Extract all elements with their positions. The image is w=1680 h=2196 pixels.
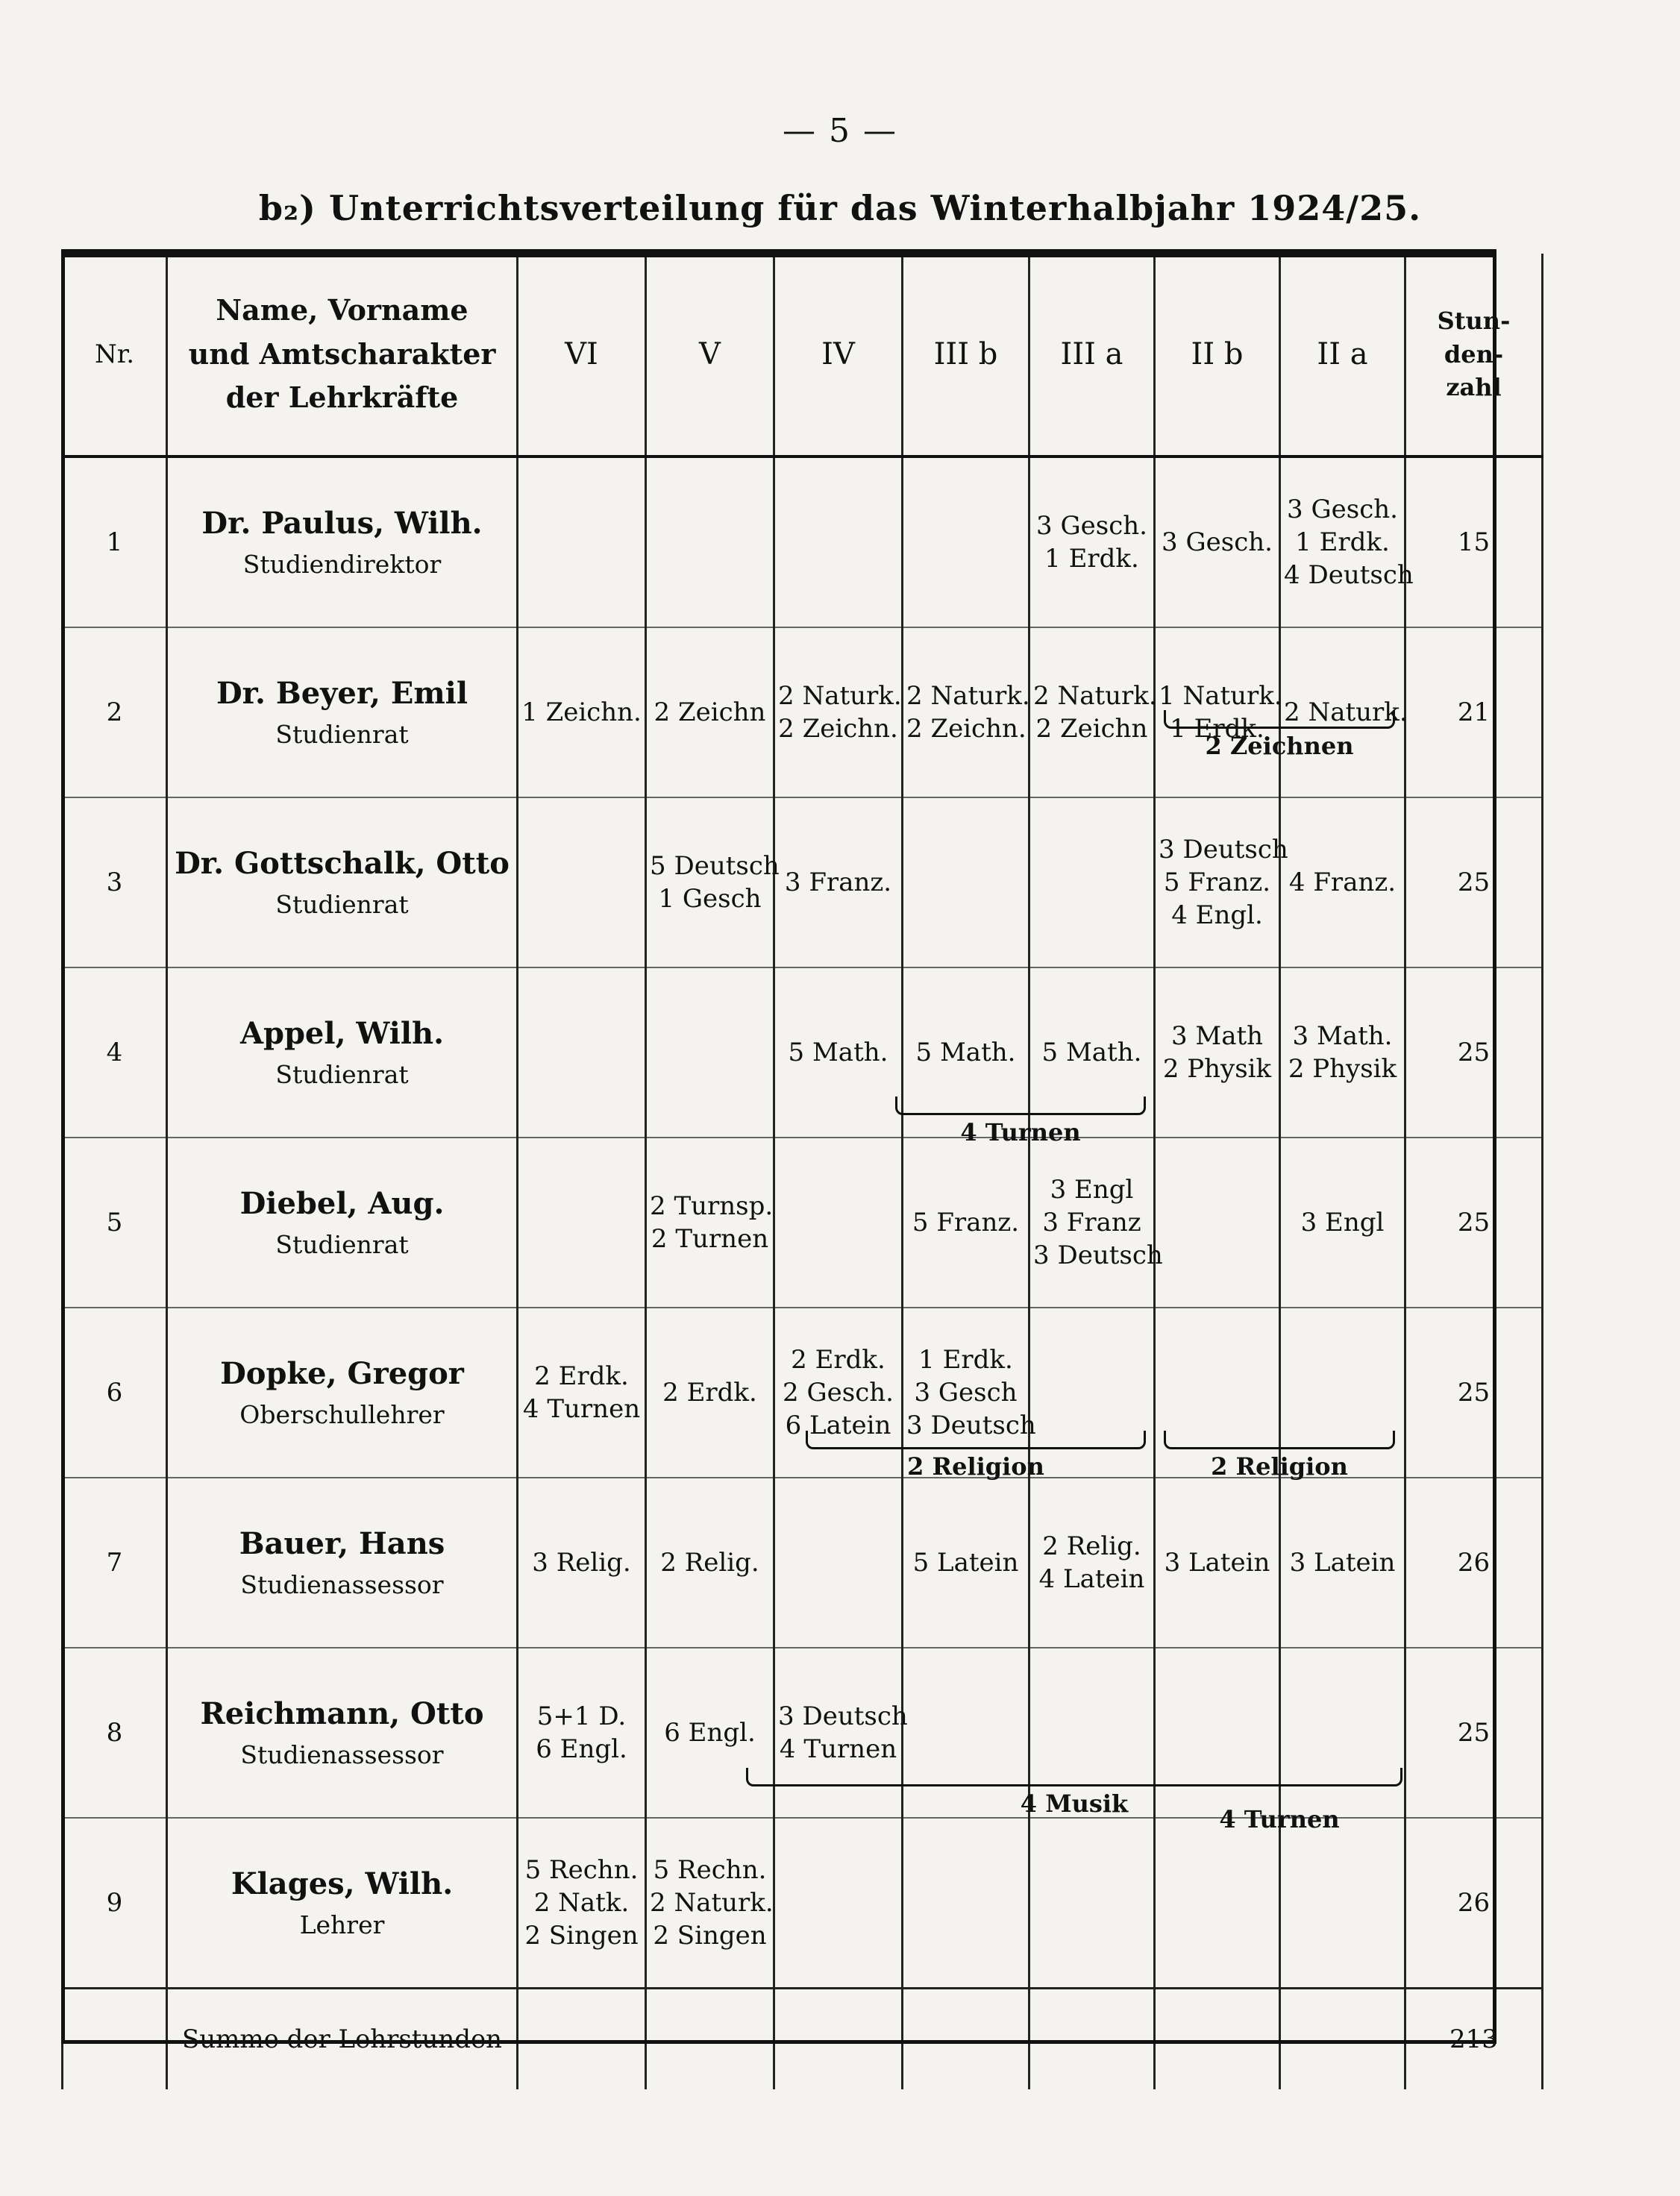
sum-total: 213 <box>1405 1989 1543 2090</box>
header-class-vi: VI <box>518 254 646 457</box>
row-number: 6 <box>63 1308 167 1478</box>
lesson-entry: 3 Franz <box>1042 1207 1141 1237</box>
lesson-entry: 2 Zeichn <box>653 697 766 727</box>
teacher-name: Dr. Beyer, Emil <box>216 675 468 711</box>
hours-total: 21 <box>1405 627 1543 797</box>
lesson-entry: 4 Deutsch <box>1284 560 1414 591</box>
lesson-entry: 5 Rechn. <box>524 1854 639 1885</box>
lesson-entry: 3 Math <box>1170 1020 1264 1051</box>
hours-total: 25 <box>1405 1138 1543 1308</box>
lesson-entry: 4 Turnen <box>779 1734 897 1764</box>
lesson-entry: 5 Franz. <box>1163 867 1271 897</box>
sum-label: Summe der Lehrstunden <box>167 1989 518 2090</box>
lesson-entry: 3 Deutsch <box>778 1701 908 1731</box>
row-number: 8 <box>63 1648 167 1818</box>
page-title: b₂) Unterrichtsverteilung für das Winterhalbjahr 1924/25. <box>258 188 1422 228</box>
lesson-entry: 5 Math. <box>915 1037 1016 1067</box>
header-class-v: V <box>646 254 774 457</box>
lesson-entry: 3 Latein <box>1289 1547 1396 1578</box>
lesson-entry: 2 Turnsp. <box>650 1190 774 1221</box>
lesson-entry: 3 Deutsch <box>1033 1240 1163 1271</box>
teacher-title: Studienrat <box>275 1059 409 1089</box>
shared-turnen-row4: 4 Turnen <box>895 1097 1146 1146</box>
header-class-iib: II b <box>1155 254 1280 457</box>
lesson-entry: 5 Deutsch <box>650 850 780 881</box>
lesson-entry: 3 Relig. <box>532 1547 631 1578</box>
lesson-entry: 2 Zeichn. <box>906 714 1027 744</box>
lesson-entry: 2 Naturk. <box>906 680 1030 711</box>
lesson-entry: 5 Franz. <box>912 1207 1020 1237</box>
lesson-entry: 1 Erdk. <box>1170 714 1264 744</box>
lesson-entry: 3 Gesch. <box>1287 494 1398 524</box>
teacher-title: Studiendirektor <box>242 549 442 579</box>
hours-total: 26 <box>1405 1478 1543 1648</box>
header-nr: Nr. <box>63 254 167 457</box>
teacher-name: Diebel, Aug. <box>239 1185 445 1221</box>
teacher-name: Reichmann, Otto <box>200 1695 484 1731</box>
lesson-entry: 6 Engl. <box>664 1717 756 1748</box>
hours-total: 26 <box>1405 1818 1543 1989</box>
shared-turnen-row9: 4 Turnen <box>1219 1805 1340 1833</box>
lesson-entry: 3 Franz. <box>784 867 892 897</box>
row-number: 1 <box>63 457 167 627</box>
header-class-iiib: III b <box>903 254 1029 457</box>
header-class-iv: IV <box>774 254 903 457</box>
teacher-name: Dopke, Gregor <box>220 1355 464 1391</box>
lesson-entry: 2 Naturk. <box>650 1887 774 1918</box>
teacher-title: Studienrat <box>275 719 409 749</box>
lesson-entry: 5+1 D. <box>536 1701 627 1731</box>
lesson-entry: 3 Engl <box>1050 1174 1134 1205</box>
shared-religion-right: 2 Religion <box>1164 1431 1395 1481</box>
teacher-name: Klages, Wilh. <box>231 1866 454 1901</box>
teacher-title: Studienrat <box>275 1229 409 1259</box>
lesson-entry: 3 Deutsch <box>906 1411 1036 1441</box>
teacher-title: Oberschullehrer <box>239 1399 445 1429</box>
lesson-entry: 6 Engl. <box>536 1734 627 1764</box>
teacher-name: Bauer, Hans <box>239 1525 445 1561</box>
lesson-entry: 3 Gesch. <box>1036 510 1147 541</box>
lesson-entry: 3 Gesch <box>914 1377 1018 1408</box>
teacher-name: Dr. Paulus, Wilh. <box>201 505 483 541</box>
hours-total: 25 <box>1405 1648 1543 1818</box>
lesson-entry: 2 Zeichn. <box>778 714 898 744</box>
page-number: — 5 — <box>783 112 897 150</box>
lesson-entry: 2 Naturk. <box>778 680 902 711</box>
lesson-entry: 2 Physik <box>1162 1054 1272 1084</box>
lesson-entry: 2 Erdk. <box>791 1344 886 1375</box>
lesson-entry: 6 Latein <box>785 1411 891 1441</box>
lesson-entry: 2 Singen <box>524 1921 639 1951</box>
lesson-entry: 1 Zeichn. <box>521 697 642 727</box>
lesson-entry: 2 Relig. <box>1042 1531 1141 1561</box>
lesson-entry: 4 Latein <box>1038 1564 1145 1594</box>
lesson-entry: 2 Erdk. <box>662 1377 757 1408</box>
lesson-entry: 3 Engl <box>1300 1207 1385 1237</box>
teacher-name: Dr. Gottschalk, Otto <box>175 845 510 881</box>
row-number: 2 <box>63 627 167 797</box>
shared-religion-left: 2 Religion <box>806 1431 1146 1481</box>
lesson-entry: 1 Erdk. <box>918 1344 1013 1375</box>
table-frame <box>61 254 1496 2044</box>
lesson-entry: 2 Physik <box>1288 1054 1397 1084</box>
teacher-title: Lehrer <box>299 1910 385 1939</box>
teacher-title: Studienrat <box>275 889 409 919</box>
lesson-entry: 1 Erdk. <box>1295 527 1390 557</box>
lesson-entry: 4 Turnen <box>522 1394 641 1424</box>
hours-total: 25 <box>1405 797 1543 967</box>
teacher-title: Studienassessor <box>240 1739 444 1769</box>
row-number: 7 <box>63 1478 167 1648</box>
lesson-entry: 2 Turnen <box>651 1224 769 1254</box>
lesson-entry: 2 Gesch. <box>783 1377 894 1408</box>
lesson-entry: 2 Naturk. <box>1033 680 1157 711</box>
lesson-entry: 2 Singen <box>653 1921 767 1951</box>
teacher-name: Appel, Wilh. <box>239 1015 445 1051</box>
header-name: Name, Vorname und Amtscharakter der Lehrkräfte <box>167 254 518 457</box>
row-number: 9 <box>63 1818 167 1989</box>
lesson-entry: 4 Engl. <box>1171 900 1263 931</box>
header-hours: Stun- den- zahl <box>1405 254 1543 457</box>
lesson-entry: 2 Natk. <box>533 1887 630 1918</box>
shared-zeichnen: 2 Zeichnen <box>1164 710 1395 760</box>
hours-total: 15 <box>1405 457 1543 627</box>
lesson-entry: 3 Latein <box>1164 1547 1270 1578</box>
lesson-entry: 1 Gesch <box>658 884 762 914</box>
teacher-title: Studienassessor <box>240 1569 444 1599</box>
lesson-entry: 2 Zeichn <box>1035 714 1148 744</box>
lesson-entry: 5 Rechn. <box>653 1854 767 1885</box>
lesson-entry: 1 Erdk. <box>1044 544 1139 574</box>
lesson-entry: 2 Naturk. <box>1284 697 1408 727</box>
row-number: 4 <box>63 967 167 1138</box>
lesson-entry: 3 Deutsch <box>1159 834 1288 865</box>
lesson-entry: 1 Naturk. <box>1159 680 1282 711</box>
lesson-entry: 4 Franz. <box>1288 867 1397 897</box>
lesson-entry: 2 Erdk. <box>534 1361 629 1391</box>
lesson-entry: 5 Latein <box>912 1547 1019 1578</box>
lesson-entry: 2 Relig. <box>660 1547 759 1578</box>
header-class-iiia: III a <box>1029 254 1155 457</box>
hours-total: 25 <box>1405 1308 1543 1478</box>
lesson-entry: 5 Math. <box>1041 1037 1142 1067</box>
lesson-entry: 3 Gesch. <box>1162 527 1273 557</box>
shared-musik: 4 Musik <box>746 1768 1402 1818</box>
row-number: 3 <box>63 797 167 967</box>
row-number: 5 <box>63 1138 167 1308</box>
header-class-iia: II a <box>1280 254 1405 457</box>
lesson-entry: 5 Math. <box>788 1037 888 1067</box>
hours-total: 25 <box>1405 967 1543 1138</box>
lesson-entry: 3 Math. <box>1292 1020 1393 1051</box>
